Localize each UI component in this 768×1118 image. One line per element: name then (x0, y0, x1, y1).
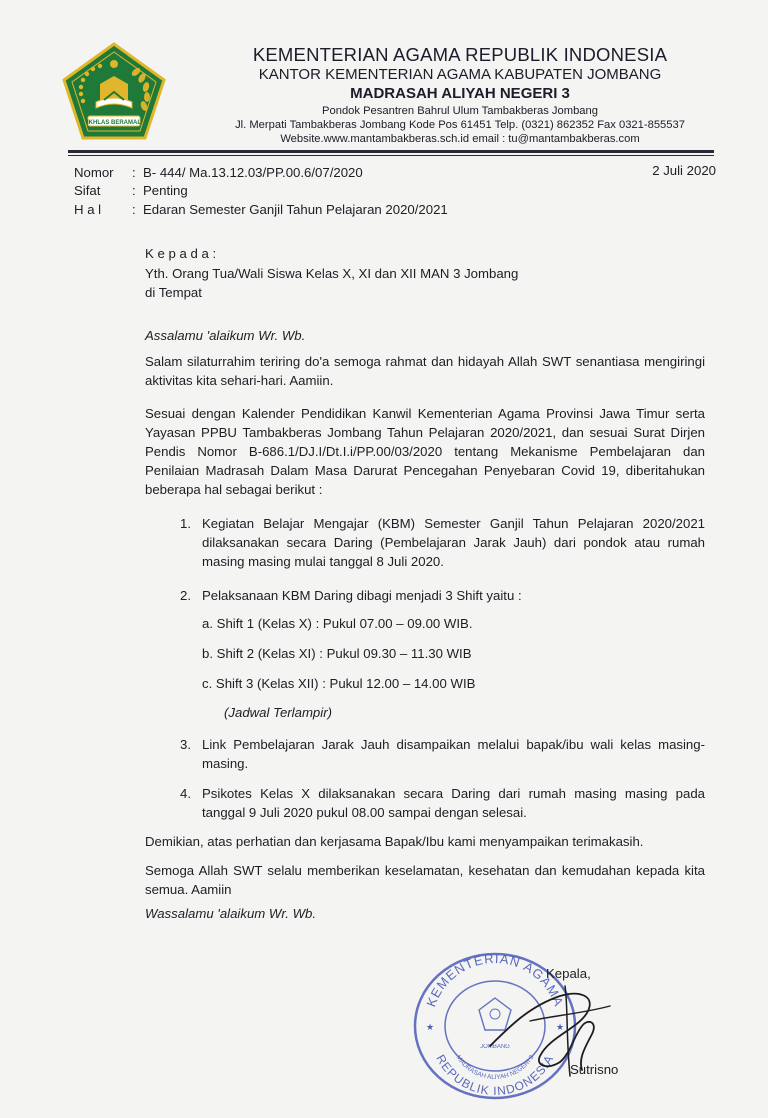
recipient-place: di Tempat (145, 285, 202, 300)
hal-colon: : (132, 202, 136, 217)
opening-greeting: Assalamu 'alaikum Wr. Wb. (145, 328, 306, 343)
item-2-number: 2. (180, 588, 191, 603)
shift-3: c. Shift 3 (Kelas XII) : Pukul 12.00 – 14.00 WIB (202, 676, 476, 691)
item-3-text: Link Pembelajaran Jarak Jauh disampaikan melalui bapak/ibu wali kelas masing-masing. (202, 737, 705, 771)
school-name: MADRASAH ALIYAH NEGERI 3 (350, 85, 570, 102)
item-1-text: Kegiatan Belajar Mengajar (KBM) Semester Ganjil Tahun Pelajaran 2020/2021 dilaksanakan secara Daring (Pembelajaran Jarak Jauh) dari pondok atau rumah masing masing mulai tanggal 8 Juli 2020. (202, 516, 705, 569)
item-4-text: Psikotes Kelas X dilaksanakan secara Daring dari rumah masing masing pada tanggal 9 Juli 2020 pukul 08.00 sampai dengan selesai. (202, 786, 705, 820)
item-4-number: 4. (180, 786, 191, 801)
nomor-label: Nomor (74, 165, 114, 180)
paragraph-basis: Sesuai dengan Kalender Pendidikan Kanwil Kementerian Agama Provinsi Jawa Timur serta Yayasan PPBU Tambakberas Jombang Tahun Pelajaran 2020/2021, dan sesuai Surat Dirjen Pendis Nomor B-686.1/DJ.I/Dt.I.i/PP.00/03/2020 tentang Mekanisme Pembelajaran dan Penilaian Madrasah Dalam Masa Darurat Pencegahan Penyebaran Covid 19, diberitahukan beberapa hal sebagai berikut : (145, 406, 705, 497)
kemenag-logo (60, 42, 168, 140)
nomor-row (74, 163, 594, 182)
stamp-bottom-text: REPUBLIK INDONESIA (433, 1052, 557, 1099)
nomor-colon: : (132, 165, 136, 180)
closing-greeting: Wassalamu 'alaikum Wr. Wb. (145, 906, 317, 921)
hal-value: Edaran Semester Ganjil Tahun Pelajaran 2020/2021 (143, 202, 448, 217)
stamp-top-text: KEMENTERIAN AGAMA (423, 950, 567, 1009)
letterhead (190, 44, 730, 146)
schedule-note: (Jadwal Terlampir) (224, 705, 332, 720)
letterhead-rule-thin (68, 155, 714, 156)
signatory-title: Kepala, (546, 966, 591, 981)
kepada-label: K e p a d a : (145, 246, 217, 261)
paragraph-greeting: Salam silaturrahim teriring do'a semoga rahmat dan hidayah Allah SWT senantiasa mengiringi aktivitas kita sehari-hari. Aamiin. (145, 354, 705, 388)
item-3-number: 3. (180, 737, 191, 752)
svg-text:★: ★ (426, 1022, 435, 1032)
sifat-row (74, 181, 594, 200)
logo-motto: IKHLAS BERAMAL (87, 120, 141, 126)
sifat-label: Sifat (74, 183, 101, 198)
item-2-text: Pelaksanaan KBM Daring dibagi menjadi 3 Shift yaitu : (202, 588, 522, 603)
item-1-number: 1. (180, 516, 191, 531)
signatory-name: Sutrisno (570, 1062, 619, 1077)
recipient-line: Yth. Orang Tua/Wali Siswa Kelas X, XI dan XII MAN 3 Jombang (145, 266, 519, 281)
hal-row (74, 200, 594, 219)
office-name: KANTOR KEMENTERIAN AGAMA KABUPATEN JOMBANG (258, 66, 662, 83)
stamp-inner-text: MADRASAH ALIYAH NEGERI 3 (454, 1054, 536, 1082)
closing-prayer: Semoga Allah SWT selalu memberikan keselamatan, kesehatan dan kemudahan kepada kita semua. Aamiin (145, 863, 705, 897)
school-address: Jl. Merpati Tambakberas Jombang Kode Pos 61451 Telp. (0321) 862352 Fax 0321-855537 (235, 119, 685, 131)
ministry-name: KEMENTERIAN AGAMA REPUBLIK INDONESIA (252, 44, 668, 65)
letter-date: 2 Juli 2020 (652, 163, 716, 178)
svg-text:★: ★ (556, 1022, 565, 1032)
nomor-value: B- 444/ Ma.13.12.03/PP.00.6/07/2020 (143, 165, 363, 180)
shift-2: b. Shift 2 (Kelas XI) : Pukul 09.30 – 11.30 WIB (202, 646, 472, 661)
sifat-colon: : (132, 183, 136, 198)
sifat-value: Penting (143, 183, 188, 198)
letterhead-rule-thick (68, 150, 714, 153)
stamp-city-text: JOMBANG (480, 1044, 510, 1050)
hal-label: H a l (74, 202, 102, 217)
school-website-email: Website.www.mantambakberas.sch.id email : tu@mantambakberas.com (280, 133, 640, 145)
closing-thanks: Demikian, atas perhatian dan kerjasama Bapak/Ibu kami menyampaikan terimakasih. (145, 834, 644, 849)
pesantren-name: Pondok Pesantren Bahrul Ulum Tambakberas Jombang (322, 105, 598, 117)
shift-1: a. Shift 1 (Kelas X) : Pukul 07.00 – 09.00 WIB. (202, 616, 473, 631)
